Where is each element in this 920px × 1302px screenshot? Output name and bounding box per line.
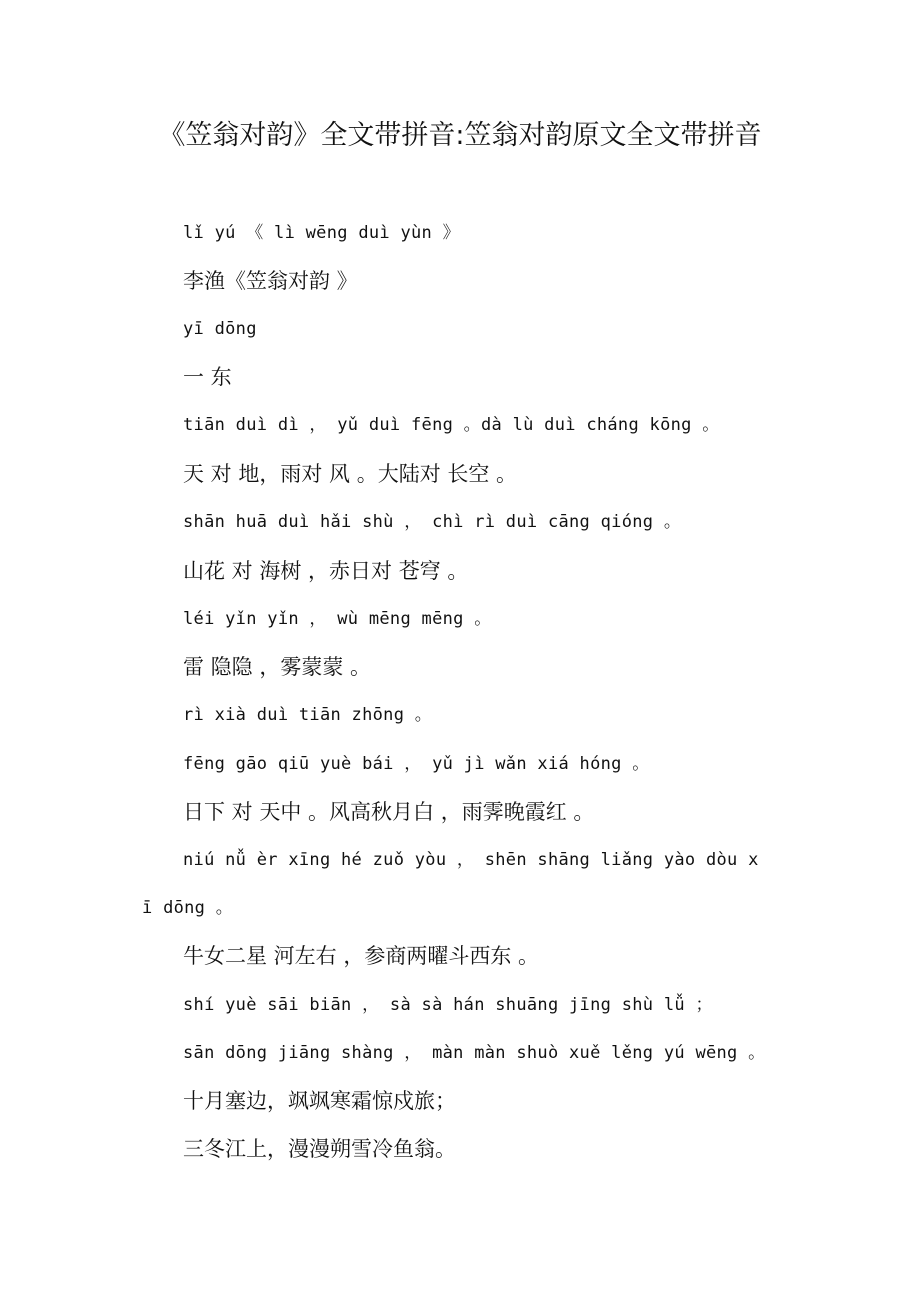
text-line: 李渔《笠翁对韵 》 (183, 269, 358, 293)
text-line: 山花 对 海树 ，赤日对 苍穹 。 (183, 559, 469, 583)
text-line: 雷 隐隐 ，雾蒙蒙 。 (183, 655, 372, 679)
document-title: 《笠翁对韵》全文带拼音:笠翁对韵原文全文带拼音 (158, 120, 762, 151)
text-line: 日下 对 天中 。风高秋月白 ，雨霁晚霞红 。 (183, 800, 595, 824)
pinyin-line: fēng gāo qiū yuè bái ， yǔ jì wǎn xiá hóng 。 (183, 754, 650, 774)
text-line: 十月塞边，飒飒寒霜惊戍旅； (183, 1089, 456, 1113)
pinyin-line: shān huā duì hǎi shù ， chì rì duì cāng qióng 。 (183, 512, 682, 532)
text-line: 天 对 地，雨对 风 。大陆对 长空 。 (183, 462, 518, 486)
pinyin-line: yī dōng (183, 319, 257, 339)
pinyin-line: lǐ yú 《 lì wēng duì yùn 》 (183, 223, 460, 243)
text-line: 牛女二星 河左右 ，参商两曜斗西东 。 (183, 944, 540, 968)
pinyin-line: sān dōng jiāng shàng ， màn màn shuò xuě lěng yú wēng 。 (183, 1043, 766, 1063)
pinyin-line-continuation: ī dōng 。 (142, 898, 234, 918)
text-line: 三冬江上，漫漫朔雪冷鱼翁。 (183, 1137, 456, 1161)
pinyin-line: léi yǐn yǐn ， wù mēng mēng 。 (183, 609, 492, 629)
pinyin-line: niú nǚ èr xīng hé zuǒ yòu ， shēn shāng liǎng yào dòu x (183, 850, 759, 870)
pinyin-line: rì xià duì tiān zhōng 。 (183, 705, 433, 725)
pinyin-line: shí yuè sāi biān ， sà sà hán shuāng jīng shù lǚ ； (183, 995, 713, 1015)
text-line: 一 东 (183, 365, 232, 389)
pinyin-line: tiān duì dì ， yǔ duì fēng 。dà lù duì cháng kōng 。 (183, 415, 720, 435)
